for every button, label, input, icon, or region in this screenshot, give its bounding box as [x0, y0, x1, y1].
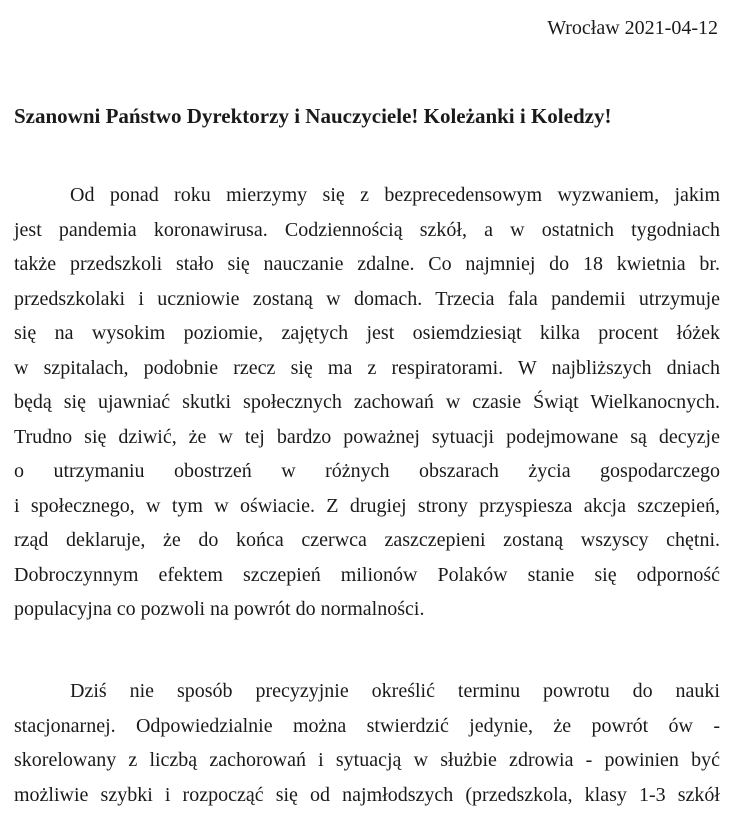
text-line: populacyjna co pozwoli na powrót do normalności. — [14, 598, 425, 620]
text-line: możliwie szybki i rozpocząć się od najmłodszych (przedszkola, klasy 1-3 szkół — [14, 783, 720, 806]
text-line: Trudno się dziwić, że w tej bardzo poważnej sytuacji podejmowane są decyzje — [14, 425, 720, 448]
text-line: i społecznego, w tym w oświacie. Z drugiej strony przyspiesza akcja szczepień, — [14, 494, 720, 517]
text-line: o utrzymaniu obostrzeń w różnych obszarach życia gospodarczego — [14, 460, 720, 482]
text-line: Dobroczynnym efektem szczepień milionów Polaków stanie się odporność — [14, 563, 720, 586]
letter-greeting: Szanowni Państwo Dyrektorzy i Nauczyciele! Koleżanki i Koledzy! — [14, 104, 612, 128]
text-line: przedszkolaki i uczniowie zostaną w domach. Trzecia fala pandemii utrzymuje — [14, 287, 720, 310]
text-line: rząd deklaruje, że do końca czerwca zaszczepieni zostaną wszyscy chętni. — [14, 529, 720, 551]
text-line: Od ponad roku mierzymy się z bezprecedensowym wyzwaniem, jakim — [70, 184, 720, 206]
letter-date: Wrocław 2021-04-12 — [547, 17, 718, 39]
text-line: w szpitalach, podobnie rzecz się ma z respiratorami. W najbliższych dniach — [14, 356, 720, 379]
text-line: się na wysokim poziomie, zajętych jest osiemdziesiąt kilka procent łóżek — [14, 322, 720, 344]
paragraph-1 — [14, 178, 720, 627]
text-line: będą się ujawniać skutki społecznych zachowań w czasie Świąt Wielkanocnych. — [14, 391, 720, 413]
text-line: stacjonarnej. Odpowiedzialnie można stwierdzić jedynie, że powrót ów - — [14, 714, 720, 737]
text-line: także przedszkoli stało się nauczanie zdalne. Co najmniej do 18 kwietnia br. — [14, 253, 720, 275]
paragraph-2 — [14, 674, 720, 812]
text-line: jest pandemia koronawirusa. Codziennością szkół, a w ostatnich tygodniach — [14, 218, 720, 241]
text-line: skorelowany z liczbą zachorowań i sytuacją w służbie zdrowia - powinien być — [14, 749, 720, 771]
text-line: Dziś nie sposób precyzyjnie określić terminu powrotu do nauki — [70, 680, 720, 702]
